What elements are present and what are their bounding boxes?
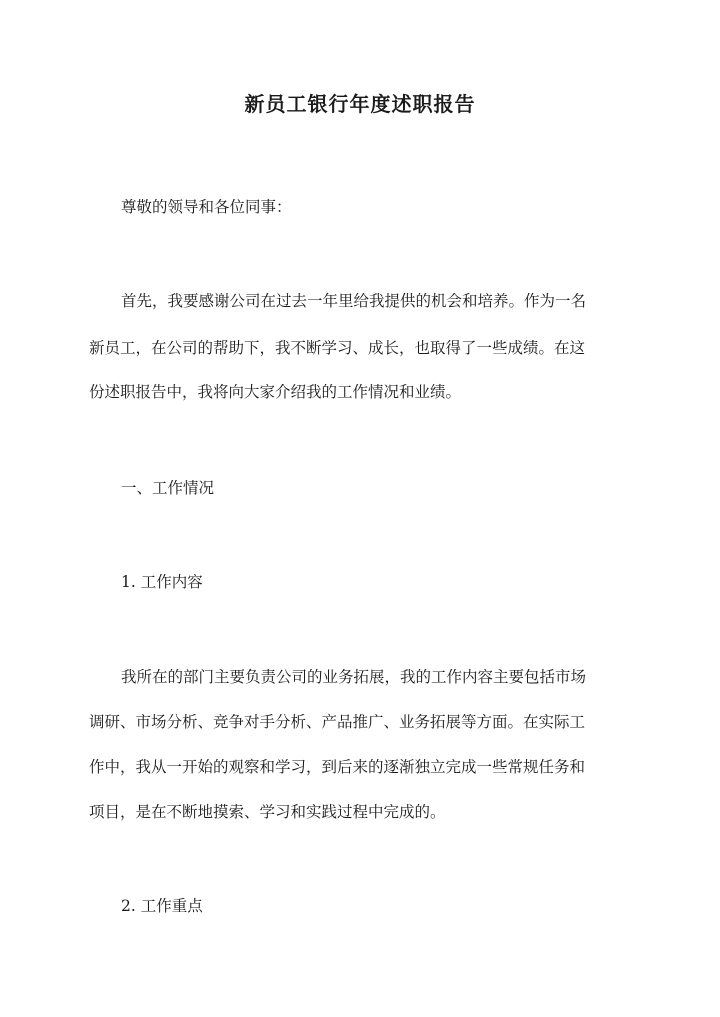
work-content-line-4: 项目，是在不断地摸索、学习和实践过程中完成的。 xyxy=(89,803,446,821)
salutation: 尊敬的领导和各位同事： xyxy=(121,198,292,216)
intro-line-3: 份述职报告中，我将向大家介绍我的工作情况和业绩。 xyxy=(89,383,462,401)
work-content-line-3: 作中，我从一开始的观察和学习，到后来的逐渐独立完成一些常规任务和 xyxy=(89,758,586,776)
intro-line-2: 新员工，在公司的帮助下，我不断学习、成长，也取得了一些成绩。在这 xyxy=(89,339,586,357)
work-content-line-2: 调研、市场分析、竞争对手分析、产品推广、业务拓展等方面。在实际工 xyxy=(89,713,586,731)
work-content-line-1: 我所在的部门主要负责公司的业务拓展，我的工作内容主要包括市场 xyxy=(121,668,587,686)
document-title: 新员工银行年度述职报告 xyxy=(244,92,476,116)
subheading-work-focus: 2. 工作重点 xyxy=(121,897,203,915)
intro-line-1: 首先，我要感谢公司在过去一年里给我提供的机会和培养。作为一名 xyxy=(121,292,587,310)
section-heading-work: 一、工作情况 xyxy=(121,479,215,497)
subheading-work-content: 1. 工作内容 xyxy=(121,573,203,591)
